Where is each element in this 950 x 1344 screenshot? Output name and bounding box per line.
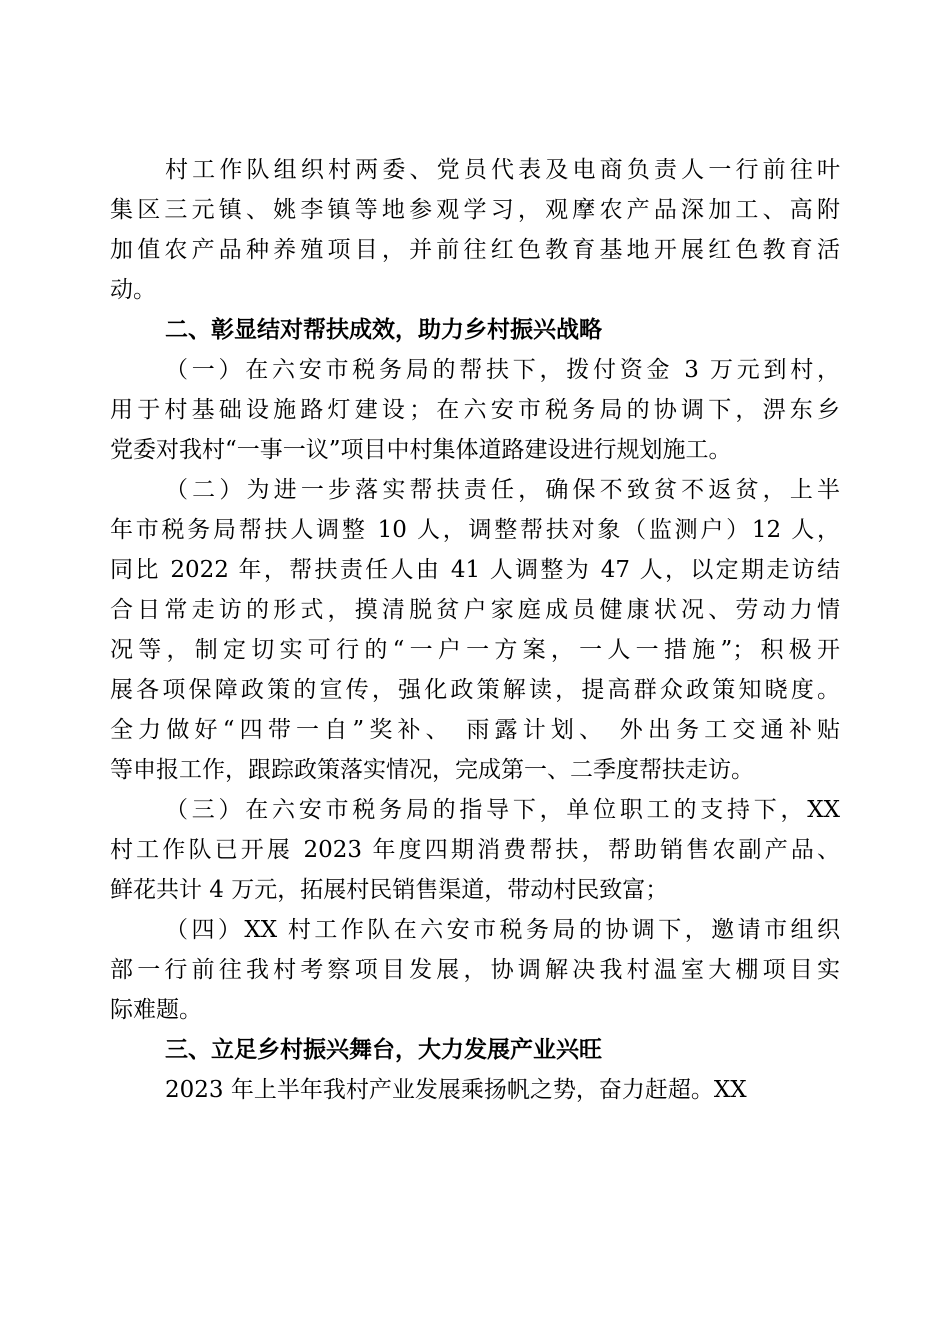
paragraph-3 [110,470,840,790]
text-line: 加值农产品种养殖项目，并前往红色教育基地开展红色教育活 [110,237,840,263]
text-line: 合日常走访的形式，摸清脱贫户家庭成员健康状况、劳动力情 [110,597,840,623]
text-line: 村工作队已开展 2023 年度四期消费帮扶，帮助销售农副产品、 [110,837,840,863]
section-heading-3: 三、立足乡村振兴舞台，大力发展产业兴旺 [165,1037,602,1063]
text-line: 用于村基础设施路灯建设；在六安市税务局的协调下，淠东乡 [110,397,840,423]
paragraph-6 [110,1070,840,1110]
text-line: （二）为进一步落实帮扶责任，确保不致贫不返贫，上半 [165,477,840,503]
text-line: 部一行前往我村考察项目发展，协调解决我村温室大棚项目实 [110,957,840,983]
text-line: 全力做好“四带一自”奖补、 雨露计划、 外出务工交通补贴 [110,717,840,743]
text-line: 等申报工作，跟踪政策落实情况，完成第一、二季度帮扶走访。 [110,757,754,783]
paragraph-4 [110,790,840,910]
text-line: 集区三元镇、姚李镇等地参观学习，观摩农产品深加工、高附 [110,197,840,223]
paragraph-5 [110,910,840,1030]
text-line: （四）XX 村工作队在六安市税务局的协调下，邀请市组织 [165,917,840,943]
section-heading-2: 二、彰显结对帮扶成效，助力乡村振兴战略 [165,317,602,343]
text-line: 鲜花共计 4 万元，拓展村民销售渠道，带动村民致富； [110,877,669,903]
text-line: 年市税务局帮扶人调整 10 人，调整帮扶对象（监测户）12 人， [110,517,840,543]
text-line: （一）在六安市税务局的帮扶下，拨付资金 3 万元到村， [165,357,840,383]
text-line: 展各项保障政策的宣传，强化政策解读，提高群众政策知晓度。 [110,677,840,703]
text-line: 况等，制定切实可行的“一户一方案，一人一措施”；积极开 [110,637,840,663]
document-body [110,150,840,1110]
text-line: 动。 [110,277,156,303]
paragraph-1 [110,150,840,310]
paragraph-2 [110,350,840,470]
text-line: 同比 2022 年，帮扶责任人由 41 人调整为 47 人，以定期走访结 [110,557,840,583]
text-line: （三）在六安市税务局的指导下，单位职工的支持下，XX [165,797,840,823]
text-line: 党委对我村“一事一议”项目中村集体道路建设进行规划施工。 [110,437,732,463]
text-line: 村工作队组织村两委、党员代表及电商负责人一行前往叶 [165,157,840,183]
text-line: 际难题。 [110,997,202,1023]
text-line: 2023 年上半年我村产业发展乘扬帆之势，奋力赶超。XX [165,1077,747,1103]
